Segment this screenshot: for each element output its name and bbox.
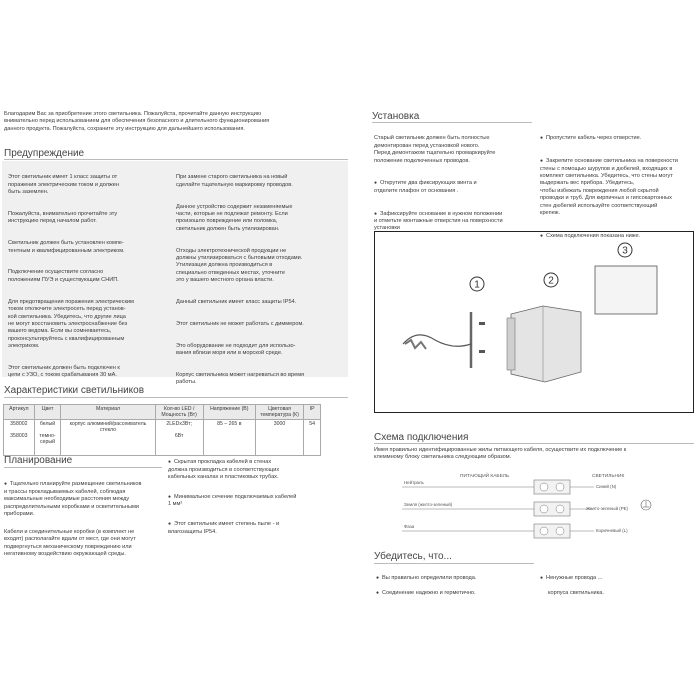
install-item: ● Схема подключения показана ниже. [540, 233, 698, 240]
td-color: белый темно- серый [34, 420, 61, 456]
td-article: 358002 358003 [4, 420, 35, 456]
terminal-n [534, 480, 570, 494]
install-col2 [540, 128, 698, 248]
screw-top [479, 322, 485, 325]
check-title: Убедитесь, что... [374, 551, 452, 562]
wire-label-yellow-green: Желто-зеленый (PE) [586, 506, 629, 511]
wire-label-earth: Земля (желто-зеленый) [404, 502, 453, 507]
warning-col1 [8, 167, 168, 387]
install-item: ● Зафиксируйте основание в нужном положении и отметьте монтажные отверстия на поверхности установки [374, 211, 536, 233]
intro-text: Благодарим Вас за приобретение этого светильника. Пожалуйста, прочитайте данную инструкцию внимательно перед использованием для обеспечения безопасного и длительного функционирования данного продукта. Пожалуйста, сохраните эту инструкцию для дальнейшего использования. [4, 111, 270, 132]
table-row [4, 420, 321, 456]
terminal-screw [540, 505, 548, 513]
warning-item: Этот светильник не может работать с диммером. [176, 320, 304, 327]
install-col1 [374, 128, 536, 240]
mounted-lamp-drawing [595, 266, 657, 314]
th-ip: IP [304, 405, 321, 420]
warning-title: Предупреждение [4, 148, 85, 159]
warning-col2 [176, 167, 346, 394]
install-item: Старый светильник должен быть полностью демонтирован перед установкой нового. Перед демонтажом тщательно промаркируйте положение подключенных проводов. [374, 135, 496, 164]
wire-ends-drawing [405, 340, 426, 349]
warning-item: Данное устройство содержит незаменяемые части, которые не подлежат ремонту. Если произошло повреждение или поломка, светильник должен быть утилизирован. [176, 203, 293, 232]
check-item: корпуса светильника. [548, 590, 604, 597]
terminal-block [534, 480, 570, 538]
wiring-divider [374, 443, 694, 444]
specs-table [3, 404, 321, 456]
check-item: ● Ненужные провода ... [540, 575, 690, 582]
terminal-screw [540, 527, 548, 535]
specs-divider [4, 397, 348, 398]
wire-label-brown: Коричневый (L) [596, 528, 628, 533]
terminal-screw [540, 483, 548, 491]
planning-item: ● Минимальное сечение подключаемых кабелей 1 мм² [168, 494, 346, 509]
terminal-screw [556, 483, 564, 491]
planning-col1 [4, 474, 164, 566]
check-item: ● Вы правильно определили провода. [376, 575, 536, 582]
td-material: корпус алюминий/рассеиватель стекло [61, 420, 155, 456]
warning-item: Этот светильник имеет 1 класс защиты от поражения электрическим током и должен быть заземлен. [8, 174, 119, 196]
install-title: Установка [372, 111, 420, 122]
wire-label-neutral: Нейтраль [404, 480, 424, 485]
lamp-body-drawing [511, 306, 581, 382]
warning-item: Этот светильник должен быть подключен к цепи с УЗО, с током срабатывания 30 мА. [8, 364, 120, 379]
terminal-l [534, 524, 570, 538]
wiring-title: Схема подключения [374, 432, 469, 443]
planning-divider [4, 467, 162, 468]
planning-item: ● Этот светильник имеет степень пыле - и влагозащиты IP54. [168, 521, 346, 536]
planning-item: ● Тщательно планируйте размещение светильников и трассы прокладываемых кабелей, соблюдая максимальные необходимые расстояния между распределительными коробками и осветительными приборами. [4, 481, 164, 518]
th-color-temp: Цветовая температура (К) [255, 405, 303, 420]
td-led-power: 2LEDх3Вт; 6Вт [155, 420, 203, 456]
screw-bottom [479, 350, 485, 353]
warning-item: Пожалуйста, внимательно прочитайте эту инструкцию перед началом работ. [8, 211, 118, 225]
planning-item: Кабели и соединительные коробки (в комплект не входят) располагайте вдали от мест, где они могут подвергнуться механическому повреждению или негативному воздействию окружающей среды. [4, 528, 136, 558]
planning-title: Планирование [4, 455, 73, 466]
installation-diagram [374, 231, 694, 413]
specs-title: Характеристики светильников [4, 385, 145, 396]
td-ip: 54 [304, 420, 321, 456]
step-1-number: 1 [474, 279, 480, 291]
th-color: Цвет [34, 405, 61, 420]
td-voltage: 85 – 265 в [203, 420, 255, 456]
th-voltage: Напряжение (В) [203, 405, 255, 420]
luminaire-label: СВЕТИЛЬНИК [592, 474, 625, 479]
warning-item: Подключение осуществите согласно положениям ПУЭ и существующим СНИП. [8, 269, 119, 283]
planning-item: ● Скрытая прокладка кабелей в стенах должна производиться в соответствующих кабельных каналах и пластиковых трубах. [168, 459, 346, 481]
check-divider [374, 563, 534, 564]
check-item: ● Соединение надежно и герметично. [376, 590, 536, 597]
install-item: ● Закрепите основание светильника на поверхности стены с помощью шурупов и дюбелей, входящих в комплект светильника. Убедитесь, что стены могут выдержать вес прибора. Убедитесь, чтобы избежать повреждения любой скрытой проводки и труб. Для кирпичных и гипсокартонных стен дюбелей используйте соответствующий крепеж. [540, 158, 698, 217]
warning-item: Данный светильник имеет класс защиты IP54. [176, 299, 297, 306]
th-article: Артикул [4, 405, 35, 420]
th-led-power: Кол-во LED / Мощность (Вт) [155, 405, 203, 420]
check-col1 [376, 568, 536, 605]
wire-label-phase: Фаза [404, 524, 415, 529]
supply-cable-label: ПИТАЮЩИЙ КАБЕЛЬ [460, 474, 510, 479]
terminal-pe [534, 502, 570, 516]
warning-item: Это оборудование не подходит для использо- вания вблизи моря или в морской среде. [176, 342, 296, 357]
td-color-temp: 3000 [255, 420, 303, 456]
wiring-diagram [374, 468, 696, 548]
check-col2 [540, 568, 690, 605]
install-item: ● Пропустите кабель через отверстие. [540, 135, 698, 142]
installation-diagram-svg [375, 232, 693, 412]
install-item: ● Открутите два фиксирующих винта и отделите плафон от основания . [374, 180, 536, 195]
lamp-base-drawing [507, 318, 515, 370]
warning-item: Светильник должен быть установлен компе- тентным и квалифицированным электриком. [8, 240, 125, 254]
th-material: Материал [61, 405, 155, 420]
step-3-number: 3 [622, 245, 628, 257]
terminal-screw [556, 505, 564, 513]
install-divider [372, 122, 532, 123]
wiring-text: Имея правильно идентифицированные жилы питающего кабеля, осуществите их подключение к клеммному блоку светильника следующим образом. [374, 447, 627, 461]
wire-label-blue: Синий (N) [596, 484, 617, 489]
warning-divider [4, 159, 348, 160]
warning-item: Корпус светильника может нагреваться во время работы. [176, 371, 305, 386]
warning-item: Для предотвращения поражения электрическим током отключите электросеть перед установ- кой светильника. Убедитесь, что другие лица не могут восстановить электроснабжение без вашего ведома. Если вы сомневаетесь, проконсультируйтесь с квалифицированным электриком. [8, 298, 134, 350]
step-2-number: 2 [548, 275, 554, 287]
warning-item: Отходы электротехнической продукции не должны утилизироваться с бытовыми отходами. Утилизация должна производиться в специально отведенных местах, уточните это у вашего местного органа власти. [176, 247, 303, 284]
warning-item: При замене старого светильника на новый сделайте тщательную маркировку проводов. [176, 174, 293, 188]
terminal-screw [556, 527, 564, 535]
table-header-row [4, 405, 321, 420]
planning-col2 [168, 452, 346, 543]
